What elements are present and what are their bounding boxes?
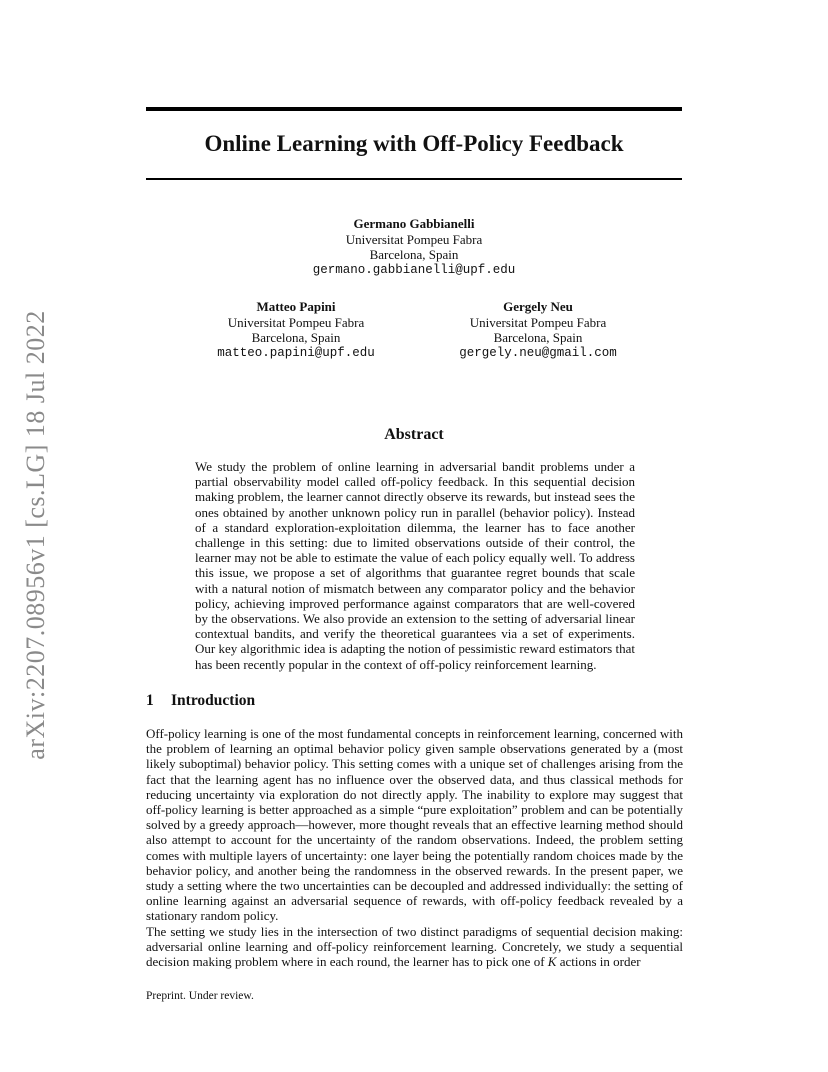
author-name: Gergely Neu [503,299,573,314]
author-email[interactable]: germano.gabbianelli@upf.edu [312,262,516,277]
paragraph-text: The setting we study lies in the intersection of two distinct paradigms of sequential decision making: adversarial online learning and off-policy reinforcement learning. Concretely, we study a sequential decision making problem where in each round, the learner has to pick one of [146,924,683,970]
section-number: 1 [146,692,154,709]
section-heading-introduction [146,692,255,710]
intro-paragraph-1: Off-policy learning is one of the most fundamental concepts in reinforcement learning, concerned with the problem of learning an optimal behavior policy given sample observations generated by a (most likely suboptimal) behavior policy. This setting comes with a unique set of challenges arising from the fact that the learning agent has no influence over the observed data, and thus classical methods for reducing uncertainty via exploration do not directly apply. The inability to explore may suggest that off-policy learning is better approached as a simple “pure exploitation” problem and can be potentially solved by a greedy approach—however, more thought reveals that an effective learning method should also attempt to account for the uncertainty of the random observations. Indeed, the problem setting comes with multiple layers of uncertainty: one layer being the potentially random choices made by the behavior policy, and another being the randomness in the observed rewards. In the present paper, we study a setting where the two uncertainties can be decoupled and addressed individually: the setting of online learning against an adversarial sequence of rewards, with off-policy feedback revealed by a stationary random policy. [146,726,683,924]
author-block-3 [388,299,688,361]
author-affiliation: Universitat Pompeu Fabra [227,314,365,330]
arxiv-identifier-stamp: arXiv:2207.08956v1 [cs.LG] 18 Jul 2022 [21,310,50,760]
title-bottom-rule [146,178,682,180]
author-affiliation: Universitat Pompeu Fabra [345,231,483,247]
abstract-text: We study the problem of online learning in adversarial bandit problems under a partial observability model called off-policy feedback. In this sequential decision making problem, the learner cannot directly observe its rewards, but instead sees the ones obtained by another unknown policy run in parallel (behavior policy). Instead of a standard exploration-exploitation dilemma, the learner has to face another challenge in this setting: due to limited observations outside of their control, the learner may not be able to estimate the value of each policy equally well. To address this issue, we propose a set of algorithms that guarantee regret bounds that scale with a natural notion of mismatch between any comparator policy and the behavior policy, achieving improved performance against comparators that are well-covered by the observations. We also provide an extension to the setting of adversarial linear contextual bandits, and verify the theoretical guarantees via a set of experiments. Our key algorithmic idea is adapting the notion of pessimistic reward estimators that has been recently popular in the context of off-policy reinforcement learning. [195,459,635,672]
author-location: Barcelona, Spain [251,330,341,345]
author-location: Barcelona, Spain [369,247,459,262]
author-name: Germano Gabbianelli [353,216,475,231]
author-affiliation: Universitat Pompeu Fabra [469,314,607,330]
author-email[interactable]: matteo.papini@upf.edu [217,345,375,360]
author-location: Barcelona, Spain [493,330,583,345]
math-variable: K [547,954,557,970]
author-name: Matteo Papini [256,299,336,314]
intro-paragraph-2 [146,924,683,970]
author-email[interactable]: gergely.neu@gmail.com [459,345,617,360]
author-block-1 [264,216,564,278]
paper-title: Online Learning with Off-Policy Feedback [204,131,624,156]
page-footer: Preprint. Under review. [146,990,254,1002]
title-top-rule [146,107,682,111]
paragraph-text: actions in order [556,954,641,970]
section-title: Introduction [171,692,256,709]
abstract-heading: Abstract [384,426,444,443]
